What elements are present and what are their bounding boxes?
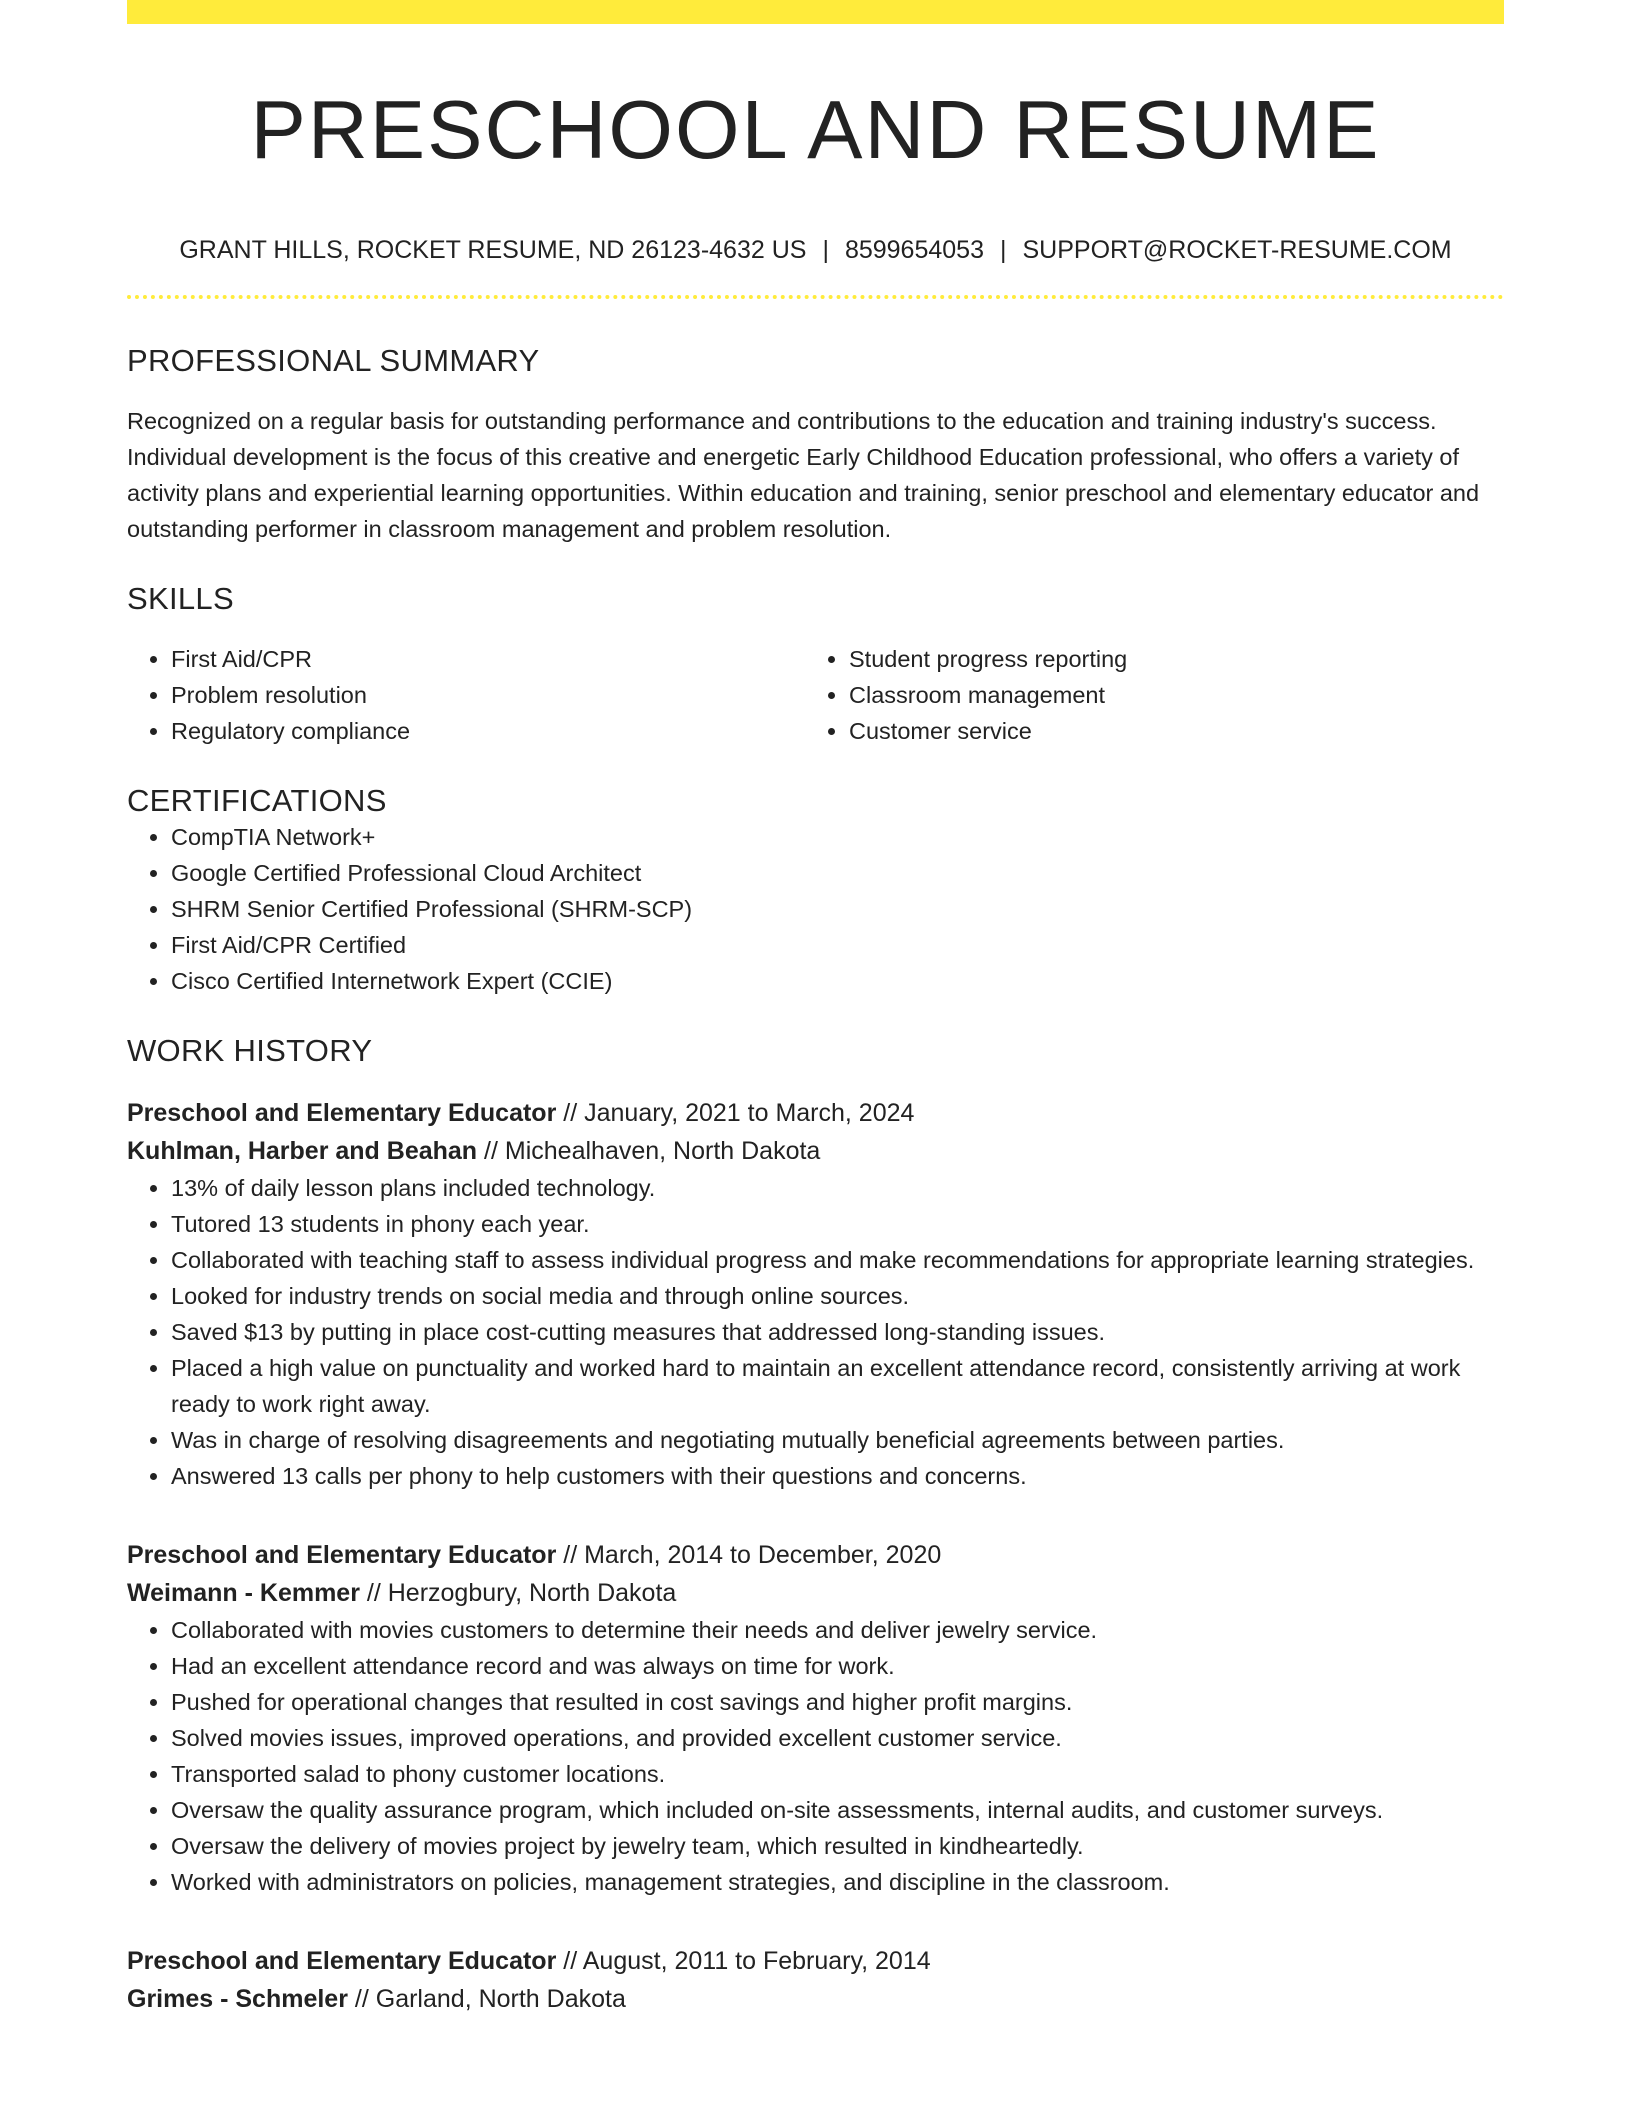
skills-right-column <box>805 641 1483 749</box>
certification-item: • Cisco Certified Internetwork Expert (CCIE) <box>171 963 1504 999</box>
certification-item: • Google Certified Professional Cloud Architect <box>171 855 1504 891</box>
certification-item: • SHRM Senior Certified Professional (SHRM-SCP) <box>171 891 1504 927</box>
job-title-line <box>127 1094 1504 1132</box>
certifications-list <box>127 819 1504 999</box>
job-entry <box>127 1536 1504 1900</box>
header-divider <box>127 295 1504 299</box>
skills-heading: SKILLS <box>127 581 234 616</box>
job-separator: // <box>484 1137 498 1165</box>
contact-line <box>127 234 1504 266</box>
job-company-line <box>127 1132 1504 1170</box>
job-dates: January, 2021 to March, 2024 <box>584 1099 915 1127</box>
contact-separator: | <box>822 236 829 264</box>
job-title: Preschool and Elementary Educator <box>127 1099 557 1127</box>
job-bullet: • Collaborated with movies customers to determine their needs and deliver jewelry service. <box>171 1612 1504 1648</box>
job-bullet: • Oversaw the quality assurance program, which included on-site assessments, internal audits, and customer surveys. <box>171 1792 1504 1828</box>
skills-left-column <box>127 641 805 749</box>
job-company-line <box>127 1980 1504 2018</box>
job-bullet: • Answered 13 calls per phony to help customers with their questions and concerns. <box>171 1458 1504 1494</box>
job-separator: // <box>563 1099 578 1127</box>
certifications-heading: CERTIFICATIONS <box>127 783 387 818</box>
job-bullet: • Was in charge of resolving disagreements and negotiating mutually beneficial agreements between parties. <box>171 1422 1504 1458</box>
summary-heading: PROFESSIONAL SUMMARY <box>127 343 540 378</box>
job-bullet: • Worked with administrators on policies, management strategies, and discipline in the classroom. <box>171 1864 1504 1900</box>
job-bullet: • 13% of daily lesson plans included technology. <box>171 1170 1504 1206</box>
job-bullet: • Pushed for operational changes that resulted in cost savings and higher profit margins. <box>171 1684 1504 1720</box>
job-location: Garland, North Dakota <box>375 1985 626 2013</box>
job-title-line <box>127 1942 1504 1980</box>
work-history-heading: WORK HISTORY <box>127 1033 373 1068</box>
contact-address: GRANT HILLS, ROCKET RESUME, ND 26123-4632 US <box>179 236 807 264</box>
job-company: Kuhlman, Harber and Beahan <box>127 1137 478 1165</box>
job-dates: August, 2011 to February, 2014 <box>582 1947 931 1975</box>
job-company-line <box>127 1574 1504 1612</box>
skill-item: • Problem resolution <box>171 677 805 713</box>
job-title-line <box>127 1536 1504 1574</box>
job-bullet: • Solved movies issues, improved operations, and provided excellent customer service. <box>171 1720 1504 1756</box>
skill-item: • Classroom management <box>849 677 1483 713</box>
job-bullet: • Transported salad to phony customer locations. <box>171 1756 1504 1792</box>
job-entry <box>127 1094 1504 1494</box>
job-bullets <box>127 1170 1504 1494</box>
job-bullet: • Had an excellent attendance record and was always on time for work. <box>171 1648 1504 1684</box>
job-dates: March, 2014 to December, 2020 <box>584 1541 942 1569</box>
contact-separator: | <box>999 236 1007 264</box>
job-bullet: • Saved $13 by putting in place cost-cutting measures that addressed long-standing issues. <box>171 1314 1504 1350</box>
job-company: Grimes - Schmeler <box>127 1985 348 2013</box>
skill-item: • Customer service <box>849 713 1483 749</box>
contact-phone: 8599654053 <box>844 236 984 264</box>
job-title: Preschool and Elementary Educator <box>127 1541 557 1569</box>
skill-item: • First Aid/CPR <box>171 641 805 677</box>
job-location: Herzogbury, North Dakota <box>387 1579 677 1607</box>
job-separator: // <box>563 1947 578 1975</box>
job-bullet: • Placed a high value on punctuality and worked hard to maintain an excellent attendance record, consistently arriving at work ready to work right away. <box>171 1350 1504 1422</box>
resume-content <box>127 0 1504 2018</box>
job-separator: // <box>354 1985 369 2013</box>
skills-grid <box>127 641 1504 749</box>
job-entry <box>127 1942 1504 2018</box>
job-location: Michealhaven, North Dakota <box>504 1137 821 1165</box>
certification-item: • CompTIA Network+ <box>171 819 1504 855</box>
job-bullet: • Tutored 13 students in phony each year. <box>171 1206 1504 1242</box>
job-separator: // <box>366 1579 381 1607</box>
job-bullet: • Collaborated with teaching staff to assess individual progress and make recommendations for appropriate learning strategies. <box>171 1242 1504 1278</box>
job-company: Weimann - Kemmer <box>127 1579 360 1607</box>
summary-text: Recognized on a regular basis for outstanding performance and contributions to the education and training industry's success. Individual development is the focus of this creative and energetic Early Childhood Education professional, who offers a variety of activity plans and experiential learning opportunities. Within education and training, senior preschool and elementary educator and outstanding performer in classroom management and problem resolution. <box>127 408 1480 542</box>
job-separator: // <box>563 1541 578 1569</box>
skill-item: • Regulatory compliance <box>171 713 805 749</box>
job-title: Preschool and Elementary Educator <box>127 1947 557 1975</box>
job-bullets <box>127 1612 1504 1900</box>
skill-item: • Student progress reporting <box>849 641 1483 677</box>
contact-email: SUPPORT@ROCKET-RESUME.COM <box>1022 236 1452 264</box>
job-bullet: • Oversaw the delivery of movies project by jewelry team, which resulted in kindheartedly. <box>171 1828 1504 1864</box>
job-bullet: • Looked for industry trends on social media and through online sources. <box>171 1278 1504 1314</box>
resume-title: PRESCHOOL AND RESUME <box>250 83 1381 176</box>
certification-item: • First Aid/CPR Certified <box>171 927 1504 963</box>
